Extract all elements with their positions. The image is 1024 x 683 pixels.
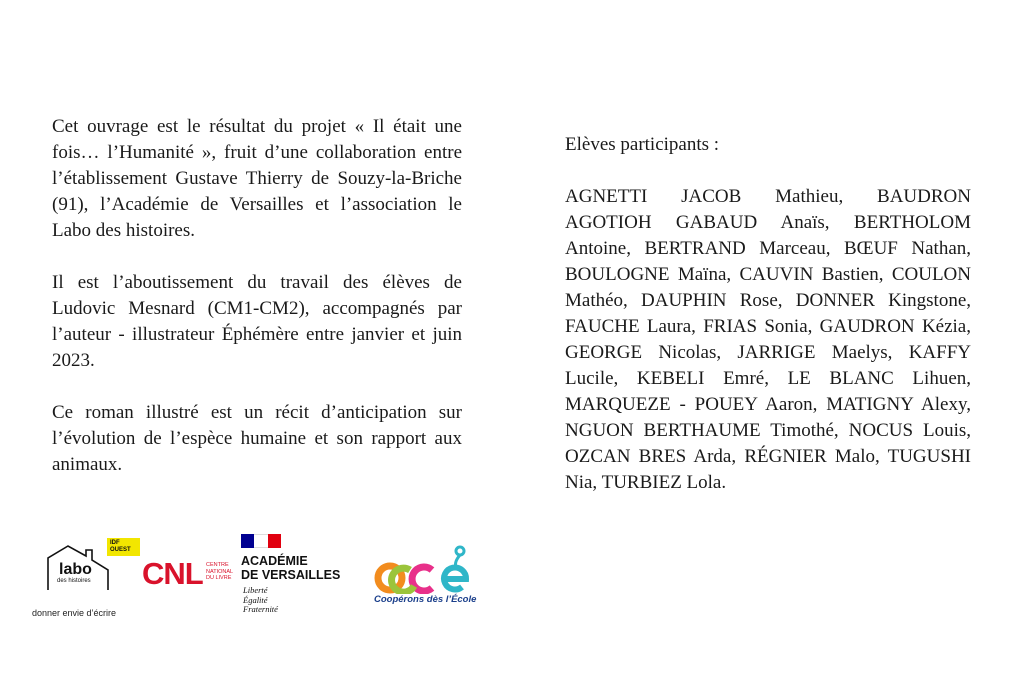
- participants-title: Elèves participants :: [565, 134, 720, 155]
- participants-list: AGNETTI JACOB Mathieu, BAUDRON AGOTIOH GABAUD Anaïs, BERTHOLOM Antoine, BERTRAND Marceau, BŒUF Nathan, BOULOGNE Maïna, CAUVIN Bastien, COULON Mathéo, DAUPHIN Rose, DONNER Kingstone, FAUCHE Laura, FRIAS Sonia, GAUDRON Kézia, GEORGE Nicolas, JARRIGE Maelys, KAFFY Lucile, KEBELI Emré, LE BLANC Lihuen, MARQUEZE - POUEY Aaron, MATIGNY Alexy, NGUON BERTHAUME Timothé, NOCUS Louis, OZCAN BRES Arda, RÉGNIER Malo, TUGUSHI Nia, TURBIEZ Lola.: [565, 186, 971, 493]
- occe-tagline: Coopérons dès l’École: [374, 594, 477, 605]
- french-flag-icon: [241, 534, 281, 548]
- labo-region-badge: IDF OUEST: [107, 538, 140, 556]
- labo-word: labo: [59, 561, 92, 578]
- occe-letters-icon: [374, 542, 490, 594]
- labo-tagline: donner envie d’écrire: [32, 608, 117, 618]
- cnl-wordmark: CNL: [142, 556, 203, 591]
- cnl-subtitle: CENTRE NATIONAL DU LIVRE: [206, 562, 234, 581]
- partner-logos: [30, 532, 490, 622]
- intro-paragraph-1: Cet ouvrage est le résultat du projet « Il était une fois… l’Humanité », fruit d’une collaboration entre l’établissement Gustave Thierry de Souzy-la-Briche (91), l’Académie de Versailles et l’association le Labo des histoires.: [52, 116, 462, 241]
- academie-name: ACADÉMIE DE VERSAILLES: [241, 554, 341, 582]
- intro-paragraph-3: Ce roman illustré est un récit d’anticipation sur l’évolution de l’espèce humaine et son rapport aux animaux.: [52, 402, 462, 475]
- participants-section: [565, 132, 971, 496]
- labo-subtitle: des histoires: [57, 578, 91, 584]
- academie-versailles-logo: [241, 534, 371, 622]
- cnl-logo: [142, 558, 238, 598]
- labo-des-histoires-logo: [30, 532, 140, 622]
- academie-motto: Liberté Égalité Fraternité: [243, 585, 278, 614]
- intro-text: [52, 114, 462, 504]
- occe-logo: [374, 542, 490, 612]
- intro-paragraph-2: Il est l’aboutissement du travail des élèves de Ludovic Mesnard (CM1-CM2), accompagnés par l’auteur - illustrateur Éphémère entre janvier et juin 2023.: [52, 272, 462, 371]
